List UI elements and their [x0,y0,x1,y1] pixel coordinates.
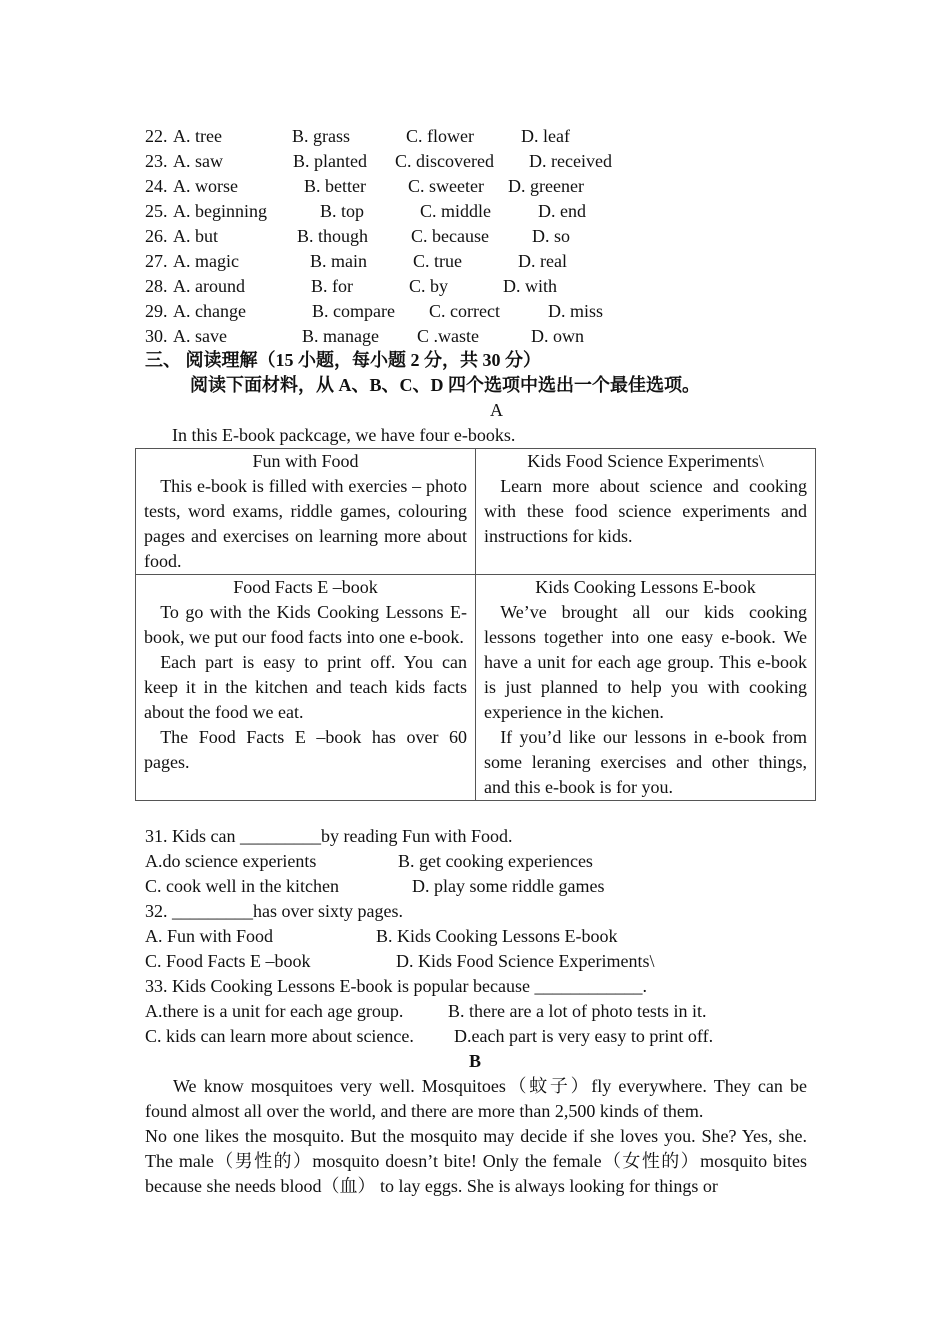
cloze-row-30 [145,324,745,349]
section-heading: 三、 阅读理解（15 小题，每小题 2 分，共 30 分） [145,350,541,370]
passage-b-paragraph-2: No one likes the mosquito. But the mosquito may decide if she loves you. She? Yes, she. The male（男性的）mosquito doesn’t bite! Only the female（女性的）mosquito bites because she needs blood（血） to lay eggs. She is always looking for things or [145,1126,807,1196]
cell-title: Fun with Food [252,451,359,471]
cell-text: If you’d like our lessons in e-book from some leraning exercises and other things, and this e-book is for you. [484,727,807,797]
option-b: B. though [297,226,369,246]
passage-b-label: B [469,1051,482,1071]
option-b: B. manage [302,326,379,346]
table-row [136,449,816,575]
cell-text: To go with the Kids Cooking Lessons E-book, we put our food facts into one e-book. [144,602,467,647]
option-b: B. main [310,251,367,271]
question-number: 28. [145,276,168,296]
option-b: B. for [311,276,353,296]
cell-text: We’ve brought all our kids cooking lessons together into one easy e-book. We have a unit for each age group. This e-book is just planned to help you with cooking experience in the kichen. [484,602,807,722]
option-d: D. end [538,201,586,221]
option-c: C. flower [406,126,474,146]
option-d: D. greener [508,176,584,196]
question-33-option-a: A.there is a unit for each age group. [145,1001,404,1021]
option-d: D. miss [548,301,604,321]
table-row [136,575,816,801]
question-number: 22. [145,126,168,146]
cloze-row-25 [145,199,745,224]
option-a: A. worse [173,176,238,196]
option-d: D. received [529,151,612,171]
question-number: 25. [145,201,168,221]
cell-title: Kids Cooking Lessons E-book [535,577,756,597]
question-33-option-b: B. there are a lot of photo tests in it. [448,1001,707,1021]
cell-food-facts [136,575,476,801]
option-a: A. saw [173,151,223,171]
option-a: A. beginning [173,201,267,221]
cloze-row-22 [145,124,745,149]
option-b: B. compare [312,301,395,321]
passage-a-label: A [490,400,503,420]
cell-text: Each part is easy to print off. You can keep it in the kitchen and teach kids facts about the food we eat. [144,652,467,722]
question-31-option-d: D. play some riddle games [412,876,605,896]
cloze-row-26 [145,224,745,249]
question-32-option-b: B. Kids Cooking Lessons E-book [376,926,618,946]
question-number: 27. [145,251,168,271]
question-32-option-a: A. Fun with Food [145,926,274,946]
question-31-option-a: A.do science experients [145,851,317,871]
question-33-option-c: C. kids can learn more about science. [145,1026,414,1046]
option-a: A. magic [173,251,239,271]
option-b: B. grass [292,126,350,146]
option-d: D. so [532,226,571,246]
option-c: C. by [409,276,449,296]
option-c: C. discovered [395,151,494,171]
cell-title: Food Facts E –book [233,577,378,597]
cloze-row-27 [145,249,745,274]
option-b: B. better [304,176,366,196]
cell-food-science [476,449,816,575]
question-31-stem: 31. Kids can _________by reading Fun with Food. [145,826,513,846]
question-number: 29. [145,301,168,321]
question-number: 24. [145,176,168,196]
cell-cooking-lessons [476,575,816,801]
question-number: 23. [145,151,168,171]
passage-a-intro: In this E-book packcage, we have four e-books. [172,425,516,445]
question-33-option-d: D.each part is very easy to print off. [454,1026,714,1046]
option-c: C .waste [417,326,479,346]
option-b: B. top [320,201,365,221]
section-instruction: 阅读下面材料，从 A、B、C、D 四个选项中选出一个最佳选项。 [190,375,701,395]
option-b: B. planted [293,151,367,171]
question-31-option-b: B. get cooking experiences [398,851,593,871]
option-a: A. tree [173,126,222,146]
cell-text: This e-book is filled with exercies – photo tests, word exams, riddle games, colouring pages and exercises on learning more about food. [144,476,467,571]
option-d: D. real [518,251,567,271]
option-d: D. leaf [521,126,570,146]
cell-fun-with-food [136,449,476,575]
option-a: A. change [173,301,246,321]
option-a: A. save [173,326,227,346]
cell-text: Learn more about science and cooking with these food science experiments and instructions for kids. [484,476,807,546]
question-32-option-c: C. Food Facts E –book [145,951,311,971]
option-a: A. but [173,226,218,246]
option-d: D. with [503,276,557,296]
cloze-row-28 [145,274,745,299]
question-33-stem: 33. Kids Cooking Lessons E-book is popular because ____________. [145,976,647,996]
option-a: A. around [173,276,245,296]
option-c: C. because [411,226,489,246]
cell-text: The Food Facts E –book has over 60 pages. [144,727,467,772]
question-32-stem: 32. _________has over sixty pages. [145,901,403,921]
ebook-table [135,448,816,801]
question-number: 30. [145,326,168,346]
cell-title: Kids Food Science Experiments\ [527,451,764,471]
option-c: C. true [413,251,462,271]
question-32-option-d: D. Kids Food Science Experiments\ [396,951,655,971]
passage-b-paragraph-1: We know mosquitoes very well. Mosquitoes（蚊子）fly everywhere. They can be found almost all over the world, and there are more than 2,500 kinds of them. [145,1076,807,1121]
option-c: C. sweeter [408,176,484,196]
cloze-row-24 [145,174,745,199]
cloze-row-23 [145,149,745,174]
cloze-row-29 [145,299,745,324]
question-number: 26. [145,226,168,246]
option-c: C. correct [429,301,500,321]
question-31-option-c: C. cook well in the kitchen [145,876,339,896]
option-c: C. middle [420,201,491,221]
option-d: D. own [531,326,584,346]
